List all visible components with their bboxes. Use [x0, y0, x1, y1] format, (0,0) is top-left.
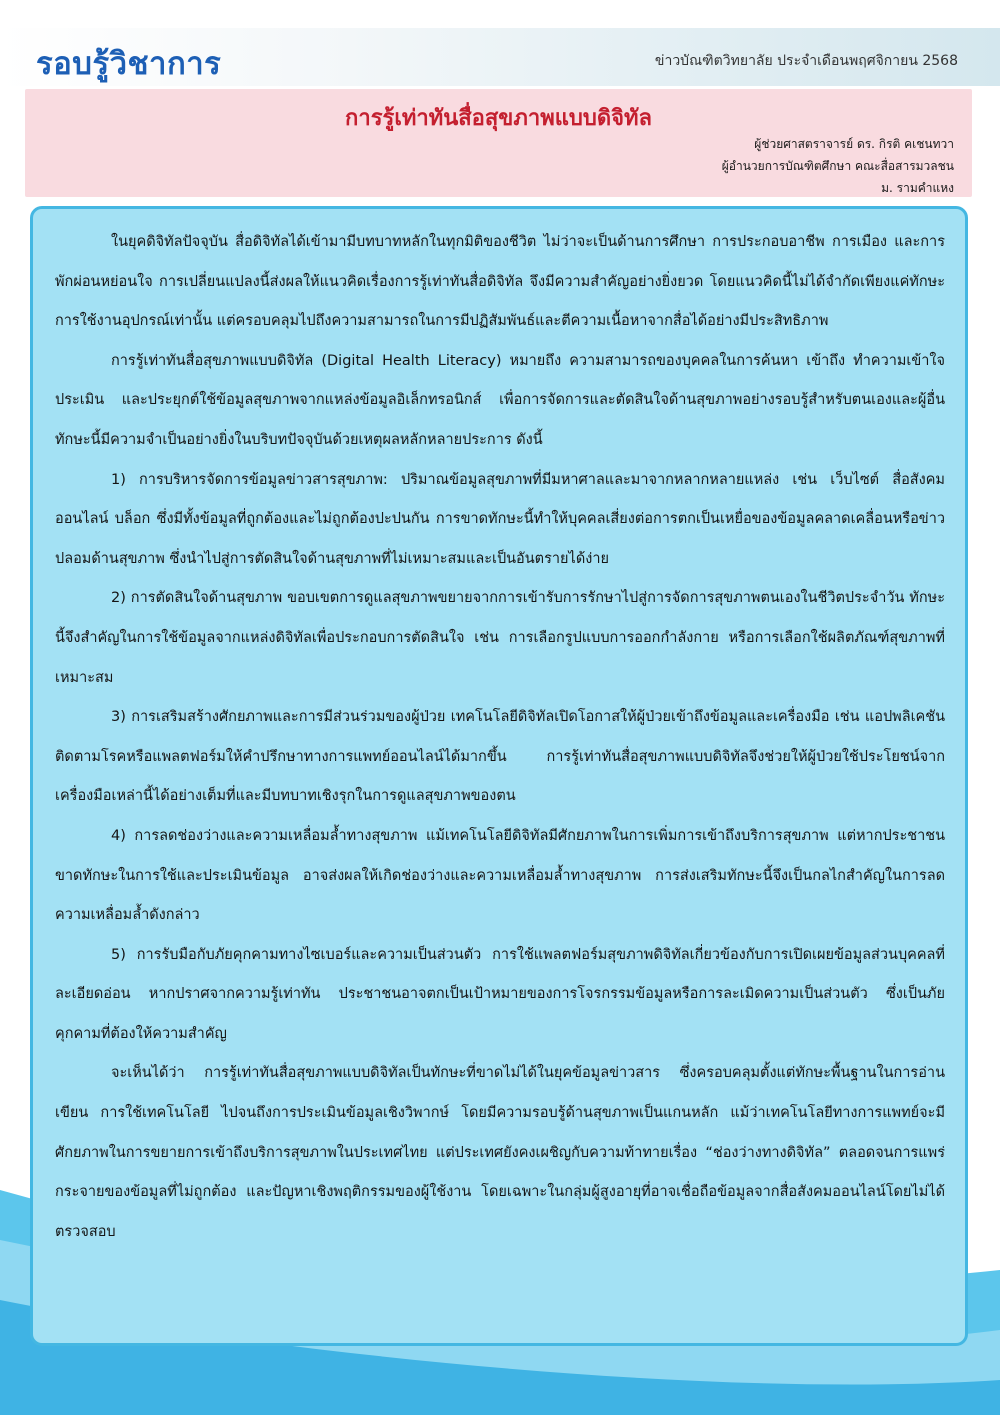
article-body [55, 223, 945, 1252]
paragraph-point-5: 5) การรับมือกับภัยคุกคามทางไซเบอร์และความเป็นส่วนตัว การใช้แพลตฟอร์มสุขภาพดิจิทัลเกี่ยวข้องกับการเปิดเผยข้อมูลส่วนบุคคลที่ละเอียดอ่อน หากปราศจากความรู้เท่าทัน ประชาชนอาจตกเป็นเป้าหมายของการโจรกรรมข้อมูลหรือการละเมิดความเป็นส่วนตัว ซึ่งเป็นภัยคุกคามที่ต้องให้ความสำคัญ [55, 946, 945, 1042]
author-university: ม. รามคำแหง [881, 181, 954, 195]
title-box [25, 89, 972, 197]
paragraph-point-2: 2) การตัดสินใจด้านสุขภาพ ขอบเขตการดูแลสุขภาพขยายจากการเข้ารับการรักษาไปสู่การจัดการสุขภาพตนเองในชีวิตประจำวัน ทักษะนี้จึงสำคัญในการใช้ข้อมูลจากแหล่งดิจิทัลเพื่อประกอบการตัดสินใจ เช่น การเลือกรูปแบบการออกกำลังกาย หรือการเลือกใช้ผลิตภัณฑ์สุขภาพที่เหมาะสม [55, 590, 945, 686]
brand-logo-text: รอบรู้วิชาการ [36, 46, 222, 82]
paragraph-point-1: 1) การบริหารจัดการข้อมูลข่าวสารสุขภาพ: ปริมาณข้อมูลสุขภาพที่มีมหาศาลและมาจากหลากหลายแหล่ง เช่น เว็บไซต์ สื่อสังคมออนไลน์ บล็อก ซึ่งมีทั้งข้อมูลที่ถูกต้องและไม่ถูกต้องปะปนกัน การขาดทักษะนี้ทำให้บุคคลเสี่ยงต่อการตกเป็นเหยื่อของข้อมูลคลาดเคลื่อนหรือข่าวปลอมด้านสุขภาพ ซึ่งนำไปสู่การตัดสินใจด้านสุขภาพที่ไม่เหมาะสมและเป็นอันตรายได้ง่าย [55, 471, 945, 567]
paragraph-point-4: 4) การลดช่องว่างและความเหลื่อมล้ำทางสุขภาพ แม้เทคโนโลยีดิจิทัลมีศักยภาพในการเพิ่มการเข้าถึงบริการสุขภาพ แต่หากประชาชนขาดทักษะในการใช้และประเมินข้อมูล อาจส่งผลให้เกิดช่องว่างและความเหลื่อมล้ำทางสุขภาพ การส่งเสริมทักษะนี้จึงเป็นกลไกสำคัญในการลดความเหลื่อมล้ำดังกล่าว [55, 827, 945, 924]
paragraph-intro: ในยุคดิจิทัลปัจจุบัน สื่อดิจิทัลได้เข้ามามีบทบาทหลักในทุกมิติของชีวิต ไม่ว่าจะเป็นด้านการศึกษา การประกอบอาชีพ การเมือง และการพักผ่อนหย่อนใจ การเปลี่ยนแปลงนี้ส่งผลให้แนวคิดเรื่องการรู้เท่าทันสื่อดิจิทัล จึงมีความสำคัญอย่างยิ่งยวด โดยแนวคิดนี้ไม่ได้จำกัดเพียงแค่ทักษะการใช้งานอุปกรณ์เท่านั้น แต่ครอบคลุมไปถึงความสามารถในการมีปฏิสัมพันธ์และตีความเนื้อหาจากสื่อได้อย่างมีประสิทธิภาพ [55, 234, 945, 330]
issue-label: ข่าวบัณฑิตวิทยาลัย ประจำเดือนพฤศจิกายน 2568 [654, 53, 958, 69]
paragraph-definition: การรู้เท่าทันสื่อสุขภาพแบบดิจิทัล (Digital Health Literacy) หมายถึง ความสามารถของบุคคลในการค้นหา เข้าถึง ทำความเข้าใจ ประเมิน และประยุกต์ใช้ข้อมูลสุขภาพจากแหล่งข้อมูลอิเล็กทรอนิกส์ เพื่อการจัดการและตัดสินใจด้านสุขภาพอย่างรอบรู้สำหรับตนเองและผู้อื่น ทักษะนี้มีความจำเป็นอย่างยิ่งในบริบทปัจจุบันด้วยเหตุผลหลักหลายประการ ดังนี้ [55, 352, 945, 448]
article-title: การรู้เท่าทันสื่อสุขภาพแบบดิจิทัล [345, 106, 652, 131]
paragraph-conclusion: จะเห็นได้ว่า การรู้เท่าทันสื่อสุขภาพแบบดิจิทัลเป็นทักษะที่ขาดไม่ได้ในยุคข้อมูลข่าวสาร ซึ่งครอบคลุมตั้งแต่ทักษะพื้นฐานในการอ่านเขียน การใช้เทคโนโลยี ไปจนถึงการประเมินข้อมูลเชิงวิพากษ์ โดยมีความรอบรู้ด้านสุขภาพเป็นแกนหลัก แม้ว่าเทคโนโลยีทางการแพทย์จะมีศักยภาพในการขยายการเข้าถึงบริการสุขภาพในประเทศไทย แต่ประเทศยังคงเผชิญกับความท้าทายเรื่อง “ช่องว่างทางดิจิทัล” ตลอดจนการแพร่กระจายของข้อมูลที่ไม่ถูกต้อง และปัญหาเชิงพฤติกรรมของผู้ใช้งาน โดยเฉพาะในกลุ่มผู้สูงอายุที่อาจเชื่อถือข้อมูลจากสื่อสังคมออนไลน์โดยไม่ได้ตรวจสอบ [55, 1065, 945, 1240]
author-block [722, 133, 954, 199]
author-name: ผู้ช่วยศาสตราจารย์ ดร. กิรติ คเชนทวา [754, 137, 954, 151]
article-content-box [30, 206, 968, 1346]
paragraph-point-3: 3) การเสริมสร้างศักยภาพและการมีส่วนร่วมของผู้ป่วย เทคโนโลยีดิจิทัลเปิดโอกาสให้ผู้ป่วยเข้าถึงข้อมูลและเครื่องมือ เช่น แอปพลิเคชันติดตามโรคหรือแพลตฟอร์มให้คำปรึกษาทางการแพทย์ออนไลน์ได้มากขึ้น การรู้เท่าทันสื่อสุขภาพแบบดิจิทัลจึงช่วยให้ผู้ป่วยใช้ประโยชน์จากเครื่องมือเหล่านี้ได้อย่างเต็มที่และมีบทบาทเชิงรุกในการดูแลสุขภาพของตน [55, 709, 945, 805]
author-position: ผู้อำนวยการบัณฑิตศึกษา คณะสื่อสารมวลชน [721, 159, 954, 173]
